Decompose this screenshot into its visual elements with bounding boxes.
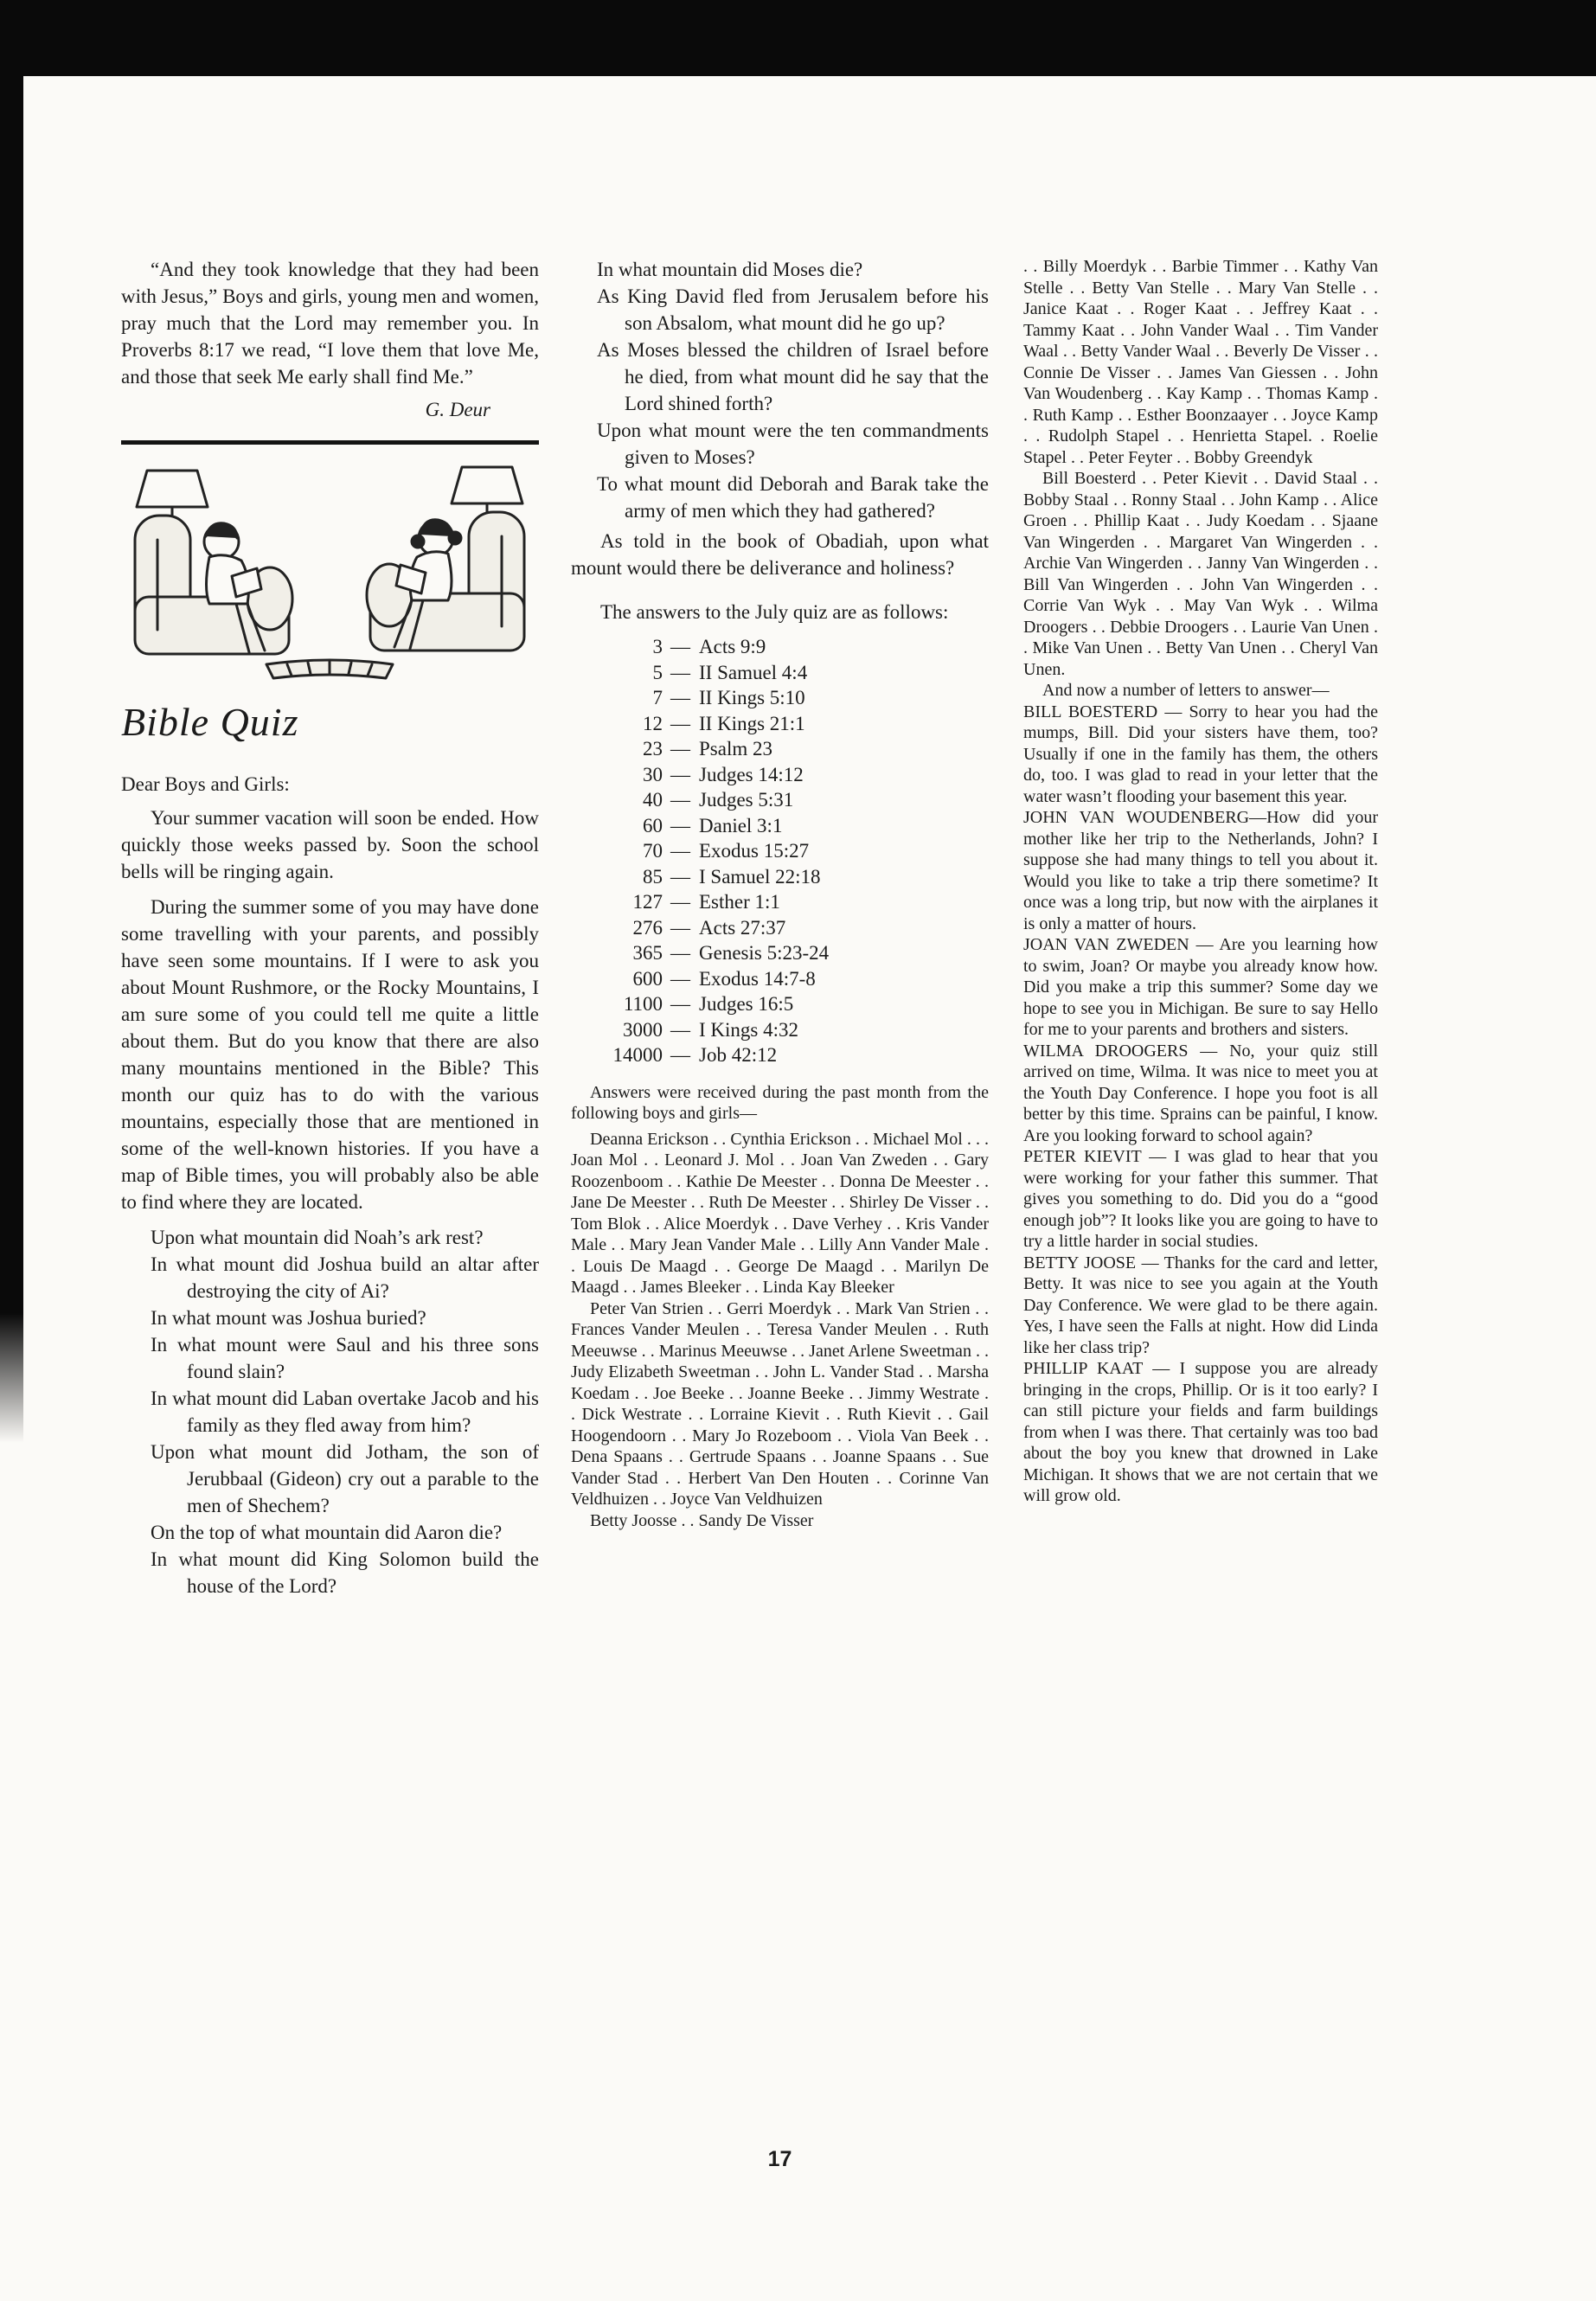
letter-body: — Are you learning how to swim, Joan? Or maybe you already know how. Did you make a trip this summer? Some day we hope to see you in Michigan. Be sure to say Hello for me to your parents and brothers and sisters. [1023,935,1378,1039]
answer-count: 365 [632,942,663,964]
answer-row [571,991,989,1017]
divider-rule [121,440,539,445]
quiz-question: In what mount did King Solomon build the house of the Lord? [151,1548,539,1597]
answer-reference: Exodus 15:27 [699,840,810,862]
answer-count: 14000 [612,1044,663,1066]
letter-recipient-name: JOAN VAN ZWEDEN [1023,935,1189,954]
letter-body: — I was glad to hear that you were working for your father this summer. That gives you something to do. Did you do a “good enough job”? It looks like you are going to have to try a little harder in social studies. [1023,1147,1378,1251]
answer-reference: Judges 16:5 [699,993,794,1015]
answer-row [571,1042,989,1068]
answer-count: 600 [632,967,663,990]
author-signature: G. Deur [425,399,490,420]
answer-dash: — [670,763,690,785]
intro-paragraph: “And they took knowledge that they had been with Jesus,” Boys and girls, young men and women, pray much that the Lord may remember you. In Proverbs 8:17 we read, “I love them that love Me, and those that seek Me early shall find Me.” [121,259,539,388]
answer-dash: — [670,891,690,913]
answer-reference: Judges 5:31 [699,789,794,811]
answer-dash: — [670,942,690,964]
answer-reference: Exodus 14:7-8 [699,967,816,990]
quiz-question: As Moses blessed the children of Israel before he died, from what mount did he say that the Lord shined forth? [597,339,989,414]
quiz-questions-list-middle [571,256,989,524]
quiz-question: Upon what mountain did Noah’s ark rest? [151,1227,484,1248]
answer-reference: II Samuel 4:4 [699,661,808,683]
quiz-question: As King David fled from Jerusalem before his son Absalom, what mount did he go up? [597,285,989,334]
answer-dash: — [670,687,690,708]
quiz-question: To what mount did Deborah and Barak take the army of men which they had gathered? [597,473,989,522]
quiz-question-obadiah: As told in the book of Obadiah, upon what mount would there be deliverance and holiness? [571,530,989,579]
scan-edge-top [0,0,1596,76]
answer-dash: — [670,967,690,990]
answer-dash: — [670,738,690,760]
answer-dash: — [670,865,690,888]
answer-row [571,813,989,839]
letter-paragraph [1023,1041,1378,1147]
answer-reference: Judges 14:12 [699,763,804,785]
answer-dash: — [670,840,690,862]
answer-reference: Acts 9:9 [699,636,766,657]
letter-recipient-name: PETER KIEVIT [1023,1147,1142,1166]
letter-paragraph [1023,934,1378,1041]
letter-body: —How did your mother like her trip to the Netherlands, John? I suppose she had many things to tell you about it. Would you like to take a trip there sometime? It once was a long trip, but now with the airplanes it is only a matter of hours. [1023,808,1378,933]
answer-row [571,736,989,762]
answer-reference: I Samuel 22:18 [699,865,821,888]
quiz-question: Upon what mount were the ten commandments given to Moses? [597,420,989,468]
quiz-question: In what mount did Joshua build an altar after destroying the city of Ai? [151,1253,539,1302]
answer-row [571,889,989,915]
answer-count: 30 [643,763,663,785]
section-title: Bible Quiz [121,700,299,744]
answer-count: 12 [643,712,663,734]
letter-paragraph [1023,702,1378,808]
names-paragraph: Peter Van Strien . . Gerri Moerdyk . . Mark Van Strien . . Frances Vander Meulen . . Teresa Vander Meulen . . Ruth Meeuwse . . Marinus Meeuwse . . Janet Arlene Sweetman . . Judy Elizabeth Sweetman . . John L. Vander Stad . . Marsha Koedam . . Joe Beeke . . Joanne Beeke . . Jimmy Westrate . . Dick Westrate . . Lorraine Kievit . . Ruth Kievit . . Gail Hoogendoorn . . Mary Jo Rozeboom . . Viola Van Beek . . Dena Spaans . . Gertrude Spaans . . Joanne Spaans . . Sue Vander Stad . . Herbert Van Den Houten . . Corinne Van Veldhuizen . . Joyce Van Veldhuizen [571,1298,989,1509]
answer-row [571,966,989,992]
answer-reference: II Kings 21:1 [699,712,805,734]
reading-children-illustration [121,457,539,695]
answer-dash: — [670,916,690,939]
letter-paragraph [1023,807,1378,934]
column-right [1023,256,1378,1507]
answer-dash: — [670,814,690,836]
illustration-svg [121,457,539,695]
quiz-question: In what mount was Joshua buried? [151,1307,426,1329]
quiz-question: Upon what mount did Jotham, the son of Jerubbaal (Gideon) cry out a parable to the men of Shechem? [151,1441,539,1516]
letter-recipient-name: BETTY JOOSE [1023,1253,1137,1272]
answer-row [571,660,989,686]
answer-count: 276 [632,916,663,939]
answer-dash: — [670,789,690,811]
letter-recipient-name: JOHN VAN WOUDENBERG [1023,808,1250,827]
answers-received-note: Answers were received during the past month from the following boys and girls— [571,1082,989,1123]
answer-dash: — [670,636,690,657]
answer-row [571,762,989,788]
letter-body: — I suppose you are already bringing in the crops, Phillip. Or is it too early? I can still picture your fields and farm buildings from when I was there. That certainly was too bad about the boy you knew that drowned in Lake Michigan. It shows that we are not certain that we will grow old. [1023,1359,1378,1505]
letter-recipient-name: BILL BOESTERD [1023,702,1158,721]
rug [266,660,393,678]
answer-row [571,787,989,813]
answer-reference: I Kings 4:32 [699,1018,798,1041]
letter-paragraph [1023,1253,1378,1359]
quiz-questions-list-left [121,1224,539,1599]
answer-reference: Job 42:12 [699,1044,778,1066]
names-paragraph: Deanna Erickson . . Cynthia Erickson . . Michael Mol . . . Joan Mol . . Leonard J. Mol . . Joan Van Zweden . . Gary Roozenboom . . Kathie De Meester . . Donna De Meester . . Jane De Meester . . Ruth De Meester . . Shirley De Visser . . Tom Blok . . Alice Moerdyk . . Dave Verhey . . Kris Vander Male . . Mary Jean Vander Male . . Lilly Ann Vander Male . . Louis De Maagd . . George De Maagd . . Marilyn De Maagd . . James Bleeker . . Linda Kay Bleeker [571,1129,989,1297]
answers-intro: The answers to the July quiz are as follows: [600,601,949,623]
names-paragraph: . . Billy Moerdyk . . Barbie Timmer . . Kathy Van Stelle . . Betty Van Stelle . . Mary Van Stelle . . Janice Kaat . . Roger Kaat . . Jeffrey Kaat . . Tammy Kaat . . John Vander Waal . . Tim Vander Waal . . Betty Vander Waal . . Beverly De Visser . . Connie De Visser . . James Van Giessen . . John Van Woudenberg . . Kay Kamp . . Thomas Kamp . . Ruth Kamp . . Esther Boonzaayer . . Joyce Kamp . . Rudolph Stapel . . Henrietta Stapel. . Roelie Stapel . . Peter Feyter . . Bobby Greendyk [1023,257,1378,467]
letter-body: — Thanks for the card and letter, Betty. It was nice to see you again at the Youth Day Conference. We were glad to be there again. Yes, I have seen the Falls at night. How did Linda like her class trip? [1023,1253,1379,1357]
answer-count: 127 [632,891,663,913]
answer-count: 3 [652,636,663,657]
answer-count: 70 [643,840,663,862]
quiz-question: In what mountain did Moses die? [597,259,863,280]
answer-dash: — [670,1044,690,1066]
answer-reference: II Kings 5:10 [699,687,805,708]
answer-reference: Esther 1:1 [699,891,780,913]
answer-row [571,634,989,660]
column-left [121,256,539,1599]
answer-count: 85 [643,865,663,888]
answer-row [571,838,989,864]
answer-reference: Genesis 5:23-24 [699,942,830,964]
answer-count: 3000 [623,1018,663,1041]
letter-paragraph [1023,1358,1378,1507]
answer-reference: Psalm 23 [699,738,772,760]
paragraph-vacation: Your summer vacation will soon be ended. How quickly those weeks passed by. Soon the school bells will be ringing again. [121,807,539,882]
letter-recipient-name: PHILLIP KAAT [1023,1359,1143,1378]
quiz-question: In what mount were Saul and his three sons found slain? [151,1334,539,1382]
answer-row [571,1017,989,1043]
letter-body: — Sorry to hear you had the mumps, Bill. Did your sisters have them, too? Usually if one in the family has them, the others do, too. I was glad to read in your letter that the water wasn’t flooding your basement this year. [1023,702,1378,806]
answer-dash: — [670,712,690,734]
letter-recipient-name: WILMA DROOGERS [1023,1041,1189,1061]
letter-paragraph [1023,1146,1378,1253]
answer-row [571,940,989,966]
scan-edge-left [0,76,23,1443]
answer-dash: — [670,993,690,1015]
answer-row [571,685,989,711]
answer-row [571,915,989,941]
paragraph-mountains: During the summer some of you may have done some travelling with your parents, and possibly have seen some mountains. If I were to ask you about Mount Rushmore, or the Rocky Mountains, I am sure some of you could tell me quite a little about them. But do you know that there are also many mountains mentioned in the Bible? This month our quiz has to do with the various mountains, especially those that are mentioned in some of the well-known histories. If you have a map of Bible times, you will probably also be able to find where they are located. [121,896,539,1213]
letters-intro: And now a number of letters to answer— [1042,681,1330,700]
answer-count: 40 [643,789,663,811]
answer-count: 23 [643,738,663,760]
quiz-question: On the top of what mountain did Aaron die? [151,1522,503,1543]
names-paragraph: Bill Boesterd . . Peter Kievit . . David Staal . . Bobby Staal . . Ronny Staal . . John Kamp . . Alice Groen . . Phillip Kaat . . Judy Koedam . . Sjaane Van Wingerden . . Margaret Van Wingerden . . Archie Van Wingerden . . Janny Van Wingerden . . Bill Van Wingerden . . John Van Wingerden . . Corrie Van Wyk . . May Van Wyk . . Wilma Droogers . . Debbie Droogers . . Laurie Van Unen . . Mike Van Unen . . Betty Van Unen . . Cheryl Van Unen. [1023,469,1378,679]
answer-dash: — [670,661,690,683]
answer-row [571,864,989,890]
names-paragraph: Betty Joosse . . Sandy De Visser [590,1510,814,1530]
answer-key-list [571,634,989,1068]
answer-count: 7 [652,687,663,708]
answer-count: 60 [643,814,663,836]
answer-reference: Acts 27:37 [699,916,786,939]
answer-count: 5 [652,661,663,683]
answer-count: 1100 [623,993,663,1015]
page-number: 17 [767,2147,792,2171]
letter-body: — No, your quiz still arrived on time, Wilma. It was nice to meet you at the Youth Day Conference. I hope you foot is all better by this time. Sprains can be painful, I know. Are you looking forward to school again? [1023,1041,1378,1145]
quiz-question: In what mount did Laban overtake Jacob and his family as they fled away from him? [151,1388,539,1436]
salutation: Dear Boys and Girls: [121,773,290,795]
answer-reference: Daniel 3:1 [699,814,783,836]
column-middle [571,256,989,1531]
answer-row [571,711,989,737]
answer-dash: — [670,1018,690,1041]
